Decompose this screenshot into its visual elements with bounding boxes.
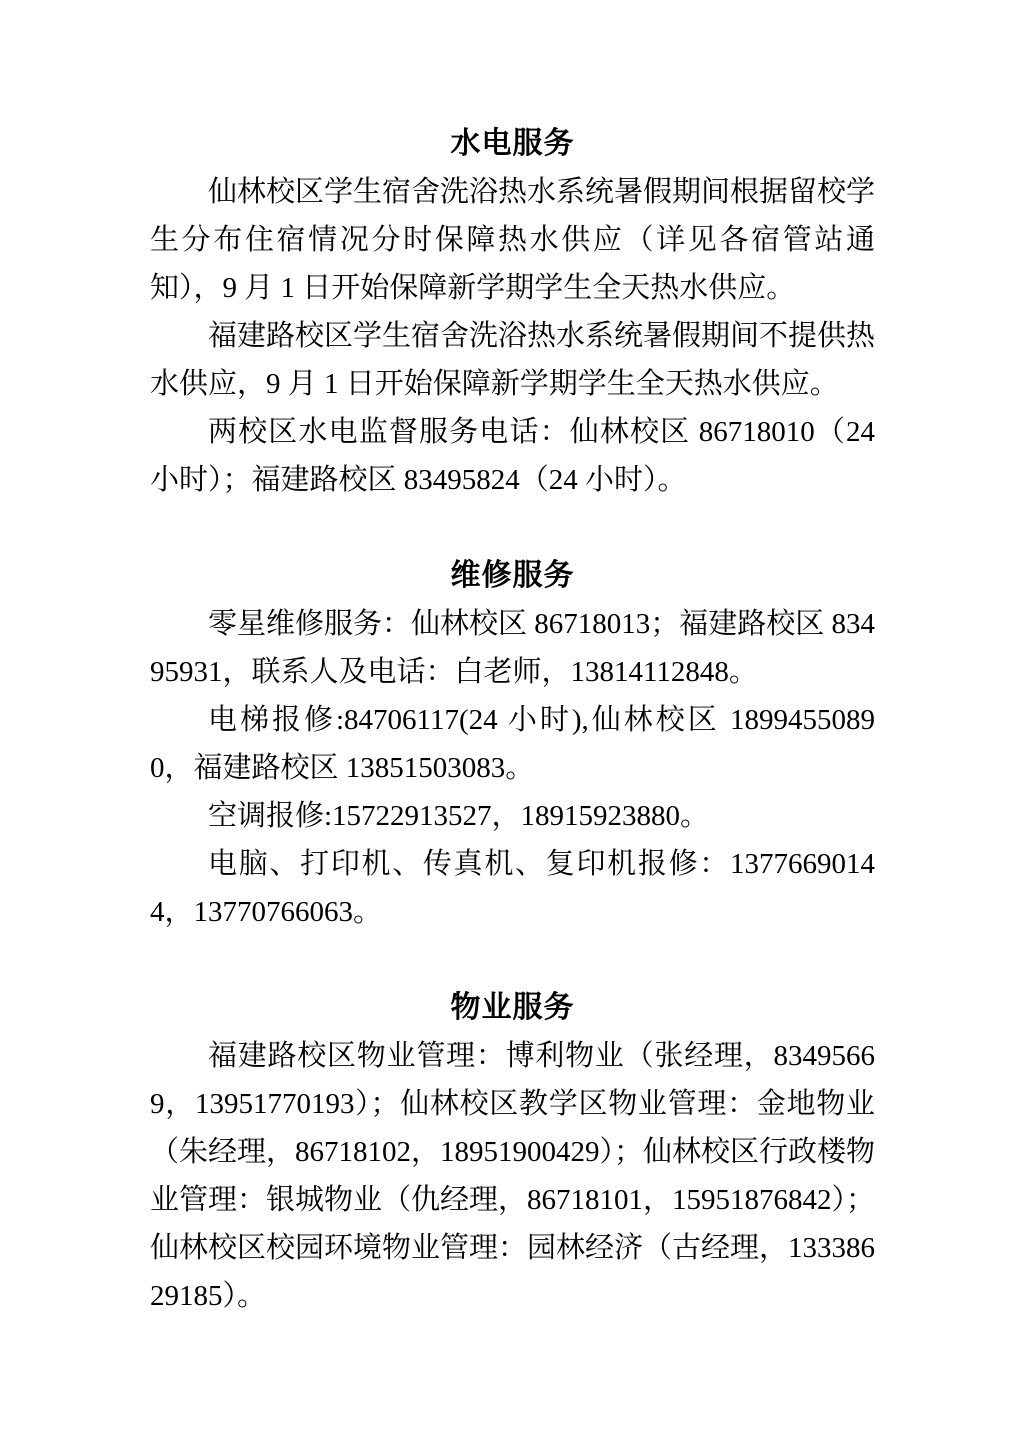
para-xianlin-hot-water: 仙林校区学生宿舍洗浴热水系统暑假期间根据留校学生分布住宿情况分时保障热水供应（详见各宿管站通知），9 月 1 日开始保障新学期学生全天热水供应。 bbox=[150, 176, 876, 304]
para-office-equipment-repair: 电脑、打印机、传真机、复印机报修：13776690144，13770766063。 bbox=[150, 848, 875, 928]
section-heading-utilities: 水电服务 bbox=[450, 127, 575, 160]
section-repair-service bbox=[150, 552, 875, 936]
section-heading-repair: 维修服务 bbox=[450, 559, 575, 592]
para-misc-repair: 零星维修服务：仙林校区 86718013；福建路校区 83495931，联系人及电话：白老师，13814112848。 bbox=[150, 608, 876, 688]
para-fujianlu-hot-water: 福建路校区学生宿舍洗浴热水系统暑假期间不提供热水供应，9 月 1 日开始保障新学期学生全天热水供应。 bbox=[150, 320, 876, 400]
section-utilities-service bbox=[150, 120, 875, 504]
section-property-service bbox=[150, 984, 875, 1320]
para-property-management: 福建路校区物业管理：博利物业（张经理，83495669，13951770193）；仙林校区教学区物业管理：金地物业（朱经理，86718102，18951900429）；仙林校区行政楼物业管理：银城物业（仇经理，86718101，15951876842）；仙林校区校园环境物业管理：园林经济（古经理，13338629185）。 bbox=[150, 1040, 876, 1312]
section-heading-property: 物业服务 bbox=[450, 991, 575, 1024]
para-elevator-repair: 电梯报修:84706117(24 小时),仙林校区 18994550890，福建路校区 13851503083。 bbox=[150, 704, 875, 784]
para-aircon-repair: 空调报修:15722913527，18915923880。 bbox=[208, 800, 710, 832]
para-utility-hotline: 两校区水电监督服务电话：仙林校区 86718010（24 小时）；福建路校区 83495824（24 小时）。 bbox=[150, 416, 875, 496]
